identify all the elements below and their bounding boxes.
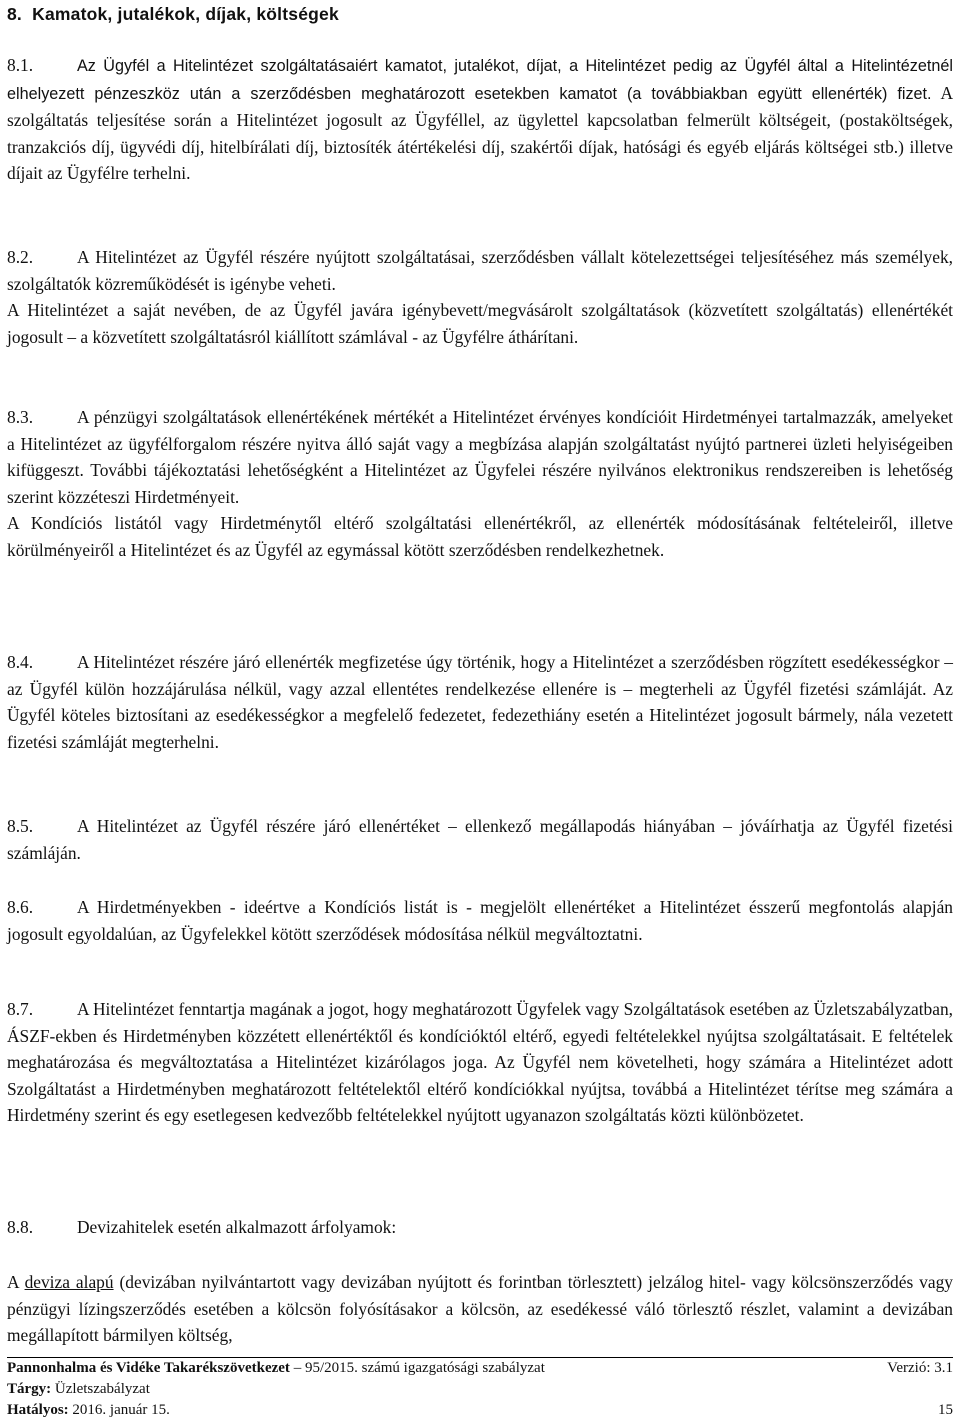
paragraph-number: 8.3. <box>7 407 34 427</box>
paragraph-8-8 <box>7 1214 953 1241</box>
paragraph-text-continued: A Hitelintézet a saját nevében, de az Ügyfél javára igénybevett/megvásárolt szolgáltatások (közvetített szolgáltatás) ellenértékét jogosult – a közvetített szolgáltatásról kiállított számlával - az Ügyfélre áthárítani. <box>7 300 953 347</box>
paragraph-text: A Hitelintézet az Ügyfél részére járó ellenértéket – ellenkező megállapodás hiányában – jóváírhatja az Ügyfél fizetési számláján. <box>7 816 953 863</box>
paragraph-number: 8.1. <box>7 55 34 75</box>
footer-effective-label: Hatályos: <box>7 1402 69 1418</box>
footer-effective-date: 2016. január 15. <box>68 1402 170 1418</box>
paragraph-text: A pénzügyi szolgáltatások ellenértékének mértékét a Hitelintézet érvényes kondícióit Hirdetményei tartalmazzák, amelyeket a Hitelintézet az ügyfélforgalom részére nyitva álló saját vagy a megbízása alapján szolgáltatást nyújtó partnerei üzleti helyiségeiben kifüggeszt. További tájékoztatási lehetőségként a Hitelintézet az Ügyfelei részére nyilvános elektronikus rendszereiben is lehetőség szerint közzéteszi Hirdetményeit. <box>7 407 953 507</box>
paragraph-number: 8.2. <box>7 247 34 267</box>
paragraph-number: 8.5. <box>7 816 34 836</box>
paragraph-text: A Hitelintézet részére járó ellenérték megfizetése úgy történik, hogy a Hitelintézet a szerződésben rögzített esedékességkor – az Ügyfél külön hozzájárulása nélkül, vagy azzal ellentétes rendelkezése ellenére is – megterheli az Ügyfél fizetési számláját. Az Ügyfél köteles biztosítani az esedékességkor a megfelelő fedezetet, fedezethiány esetén a Hitelintézet jogosult bármely, nála vezetett fizetési számláját megterhelni. <box>7 652 953 752</box>
section-heading: 8. Kamatok, jutalékok, díjak, költségek <box>7 4 339 24</box>
paragraph-text: A Hitelintézet fenntartja magának a jogot, hogy meghatározott Ügyfelek vagy Szolgáltatások esetében az Üzletszabályzatban, ÁSZF-ekben és Hirdetményben közzétett ellenértéktől és kondícióktól eltérő, egyedi feltételekkel nyújtsa szolgáltatásait. E feltételek meghatározása és megváltoztatása a Hitelintézet kizárólagos joga. Az Ügyfél nem követelheti, hogy számára a Hitelintézet adott Szolgáltatást a Hirdetményben meghatározott feltételektől eltérő kondíciókkal nyújtsa, továbbá a Hitelintézet térítse meg számára a Hirdetmény szerint és egy esetlegesen kedvezőbb feltételekkel nyújtott ugyanazon szolgáltatás közti különbözetet. <box>7 999 953 1126</box>
paragraph-8-1 <box>7 52 953 187</box>
paragraph-8-7 <box>7 996 953 1129</box>
paragraph-8-6 <box>7 894 953 947</box>
page-number: 15 <box>938 1402 953 1418</box>
paragraph-8-5 <box>7 813 953 866</box>
paragraph-prefix: A <box>7 1272 25 1292</box>
paragraph-text: (devizában nyilvántartott vagy devizában nyújtott és forintban törlesztett) jelzálog hitel- vagy kölcsönszerződés vagy pénzügyi lízingszerződés esetében a kölcsön folyósításakor a kölcsön, az esedékessé váló törlesztő részlet, valamint a devizában megállapított bármilyen költség, <box>7 1272 953 1346</box>
page-footer <box>7 1358 953 1421</box>
footer-organization: Pannonhalma és Vidéke Takarékszövetkezet <box>7 1360 290 1376</box>
footer-row-subject <box>7 1379 953 1400</box>
paragraph-deviza <box>7 1269 953 1349</box>
footer-document: – 95/2015. számú igazgatósági szabályzat <box>289 1360 545 1376</box>
paragraph-8-2 <box>7 244 953 350</box>
paragraph-text-continued: A Kondíciós listától vagy Hirdetménytől eltérő szolgáltatási ellenértékről, az ellenérték módosításának feltételeiről, illetve körülményeiről a Hitelintézet és az Ügyfél az egymással kötött szerződésben rendelkezhetnek. <box>7 513 953 560</box>
paragraph-text: Devizahitelek esetén alkalmazott árfolyamok: <box>77 1217 397 1237</box>
paragraph-number: 8.8. <box>7 1217 34 1237</box>
paragraph-text: A Hirdetményekben - ideértve a Kondíciós listát is - megjelölt ellenértéket a Hitelintézet ésszerű megfontolás alapján jogosult egyoldalúan, az Ügyfelekkel kötött szerződések módosítása nélkül megváltoztatni. <box>7 897 953 944</box>
paragraph-number: 8.4. <box>7 652 34 672</box>
paragraph-number: 8.7. <box>7 999 34 1019</box>
footer-version: Verzió: 3.1 <box>887 1360 953 1376</box>
paragraph-text: Az Ügyfél a Hitelintézet szolgáltatásaiért kamatot, jutalékot, díjat, a Hitelintézet pedig az Ügyfél által a Hitelintézetnél elhelyezett pénzeszköz után a szerződésben meghatározott esetekben kamatot (a továbbiakban együtt ellenérték) fizet. <box>7 57 953 103</box>
underlined-term: deviza alapú <box>24 1272 114 1292</box>
paragraph-8-4 <box>7 649 953 755</box>
footer-row-document <box>7 1358 953 1379</box>
footer-row-effective <box>7 1400 953 1421</box>
footer-subject: Üzletszabályzat <box>51 1381 150 1397</box>
paragraph-text: A Hitelintézet az Ügyfél részére nyújtott szolgáltatásai, szerződésben vállalt kötelezettségei teljesítéséhez más személyek, szolgáltatók közreműködését is igénybe veheti. <box>7 247 953 294</box>
footer-subject-label: Tárgy: <box>7 1381 52 1397</box>
paragraph-8-3 <box>7 404 953 564</box>
paragraph-text-continued: A szolgáltatás teljesítése során a Hitelintézet jogosult az Ügyféllel, az ügylettel kapcsolatban felmerült költségeit, (postaköltségek, tranzakciós díj, ügyvédi díj, hitelbírálati díj, biztosíték átértékelési díj, szakértői díjak, hatósági és egyéb eljárás költségei stb.) illetve díjait az Ügyfélre terhelni. <box>7 82 954 184</box>
paragraph-number: 8.6. <box>7 897 34 917</box>
